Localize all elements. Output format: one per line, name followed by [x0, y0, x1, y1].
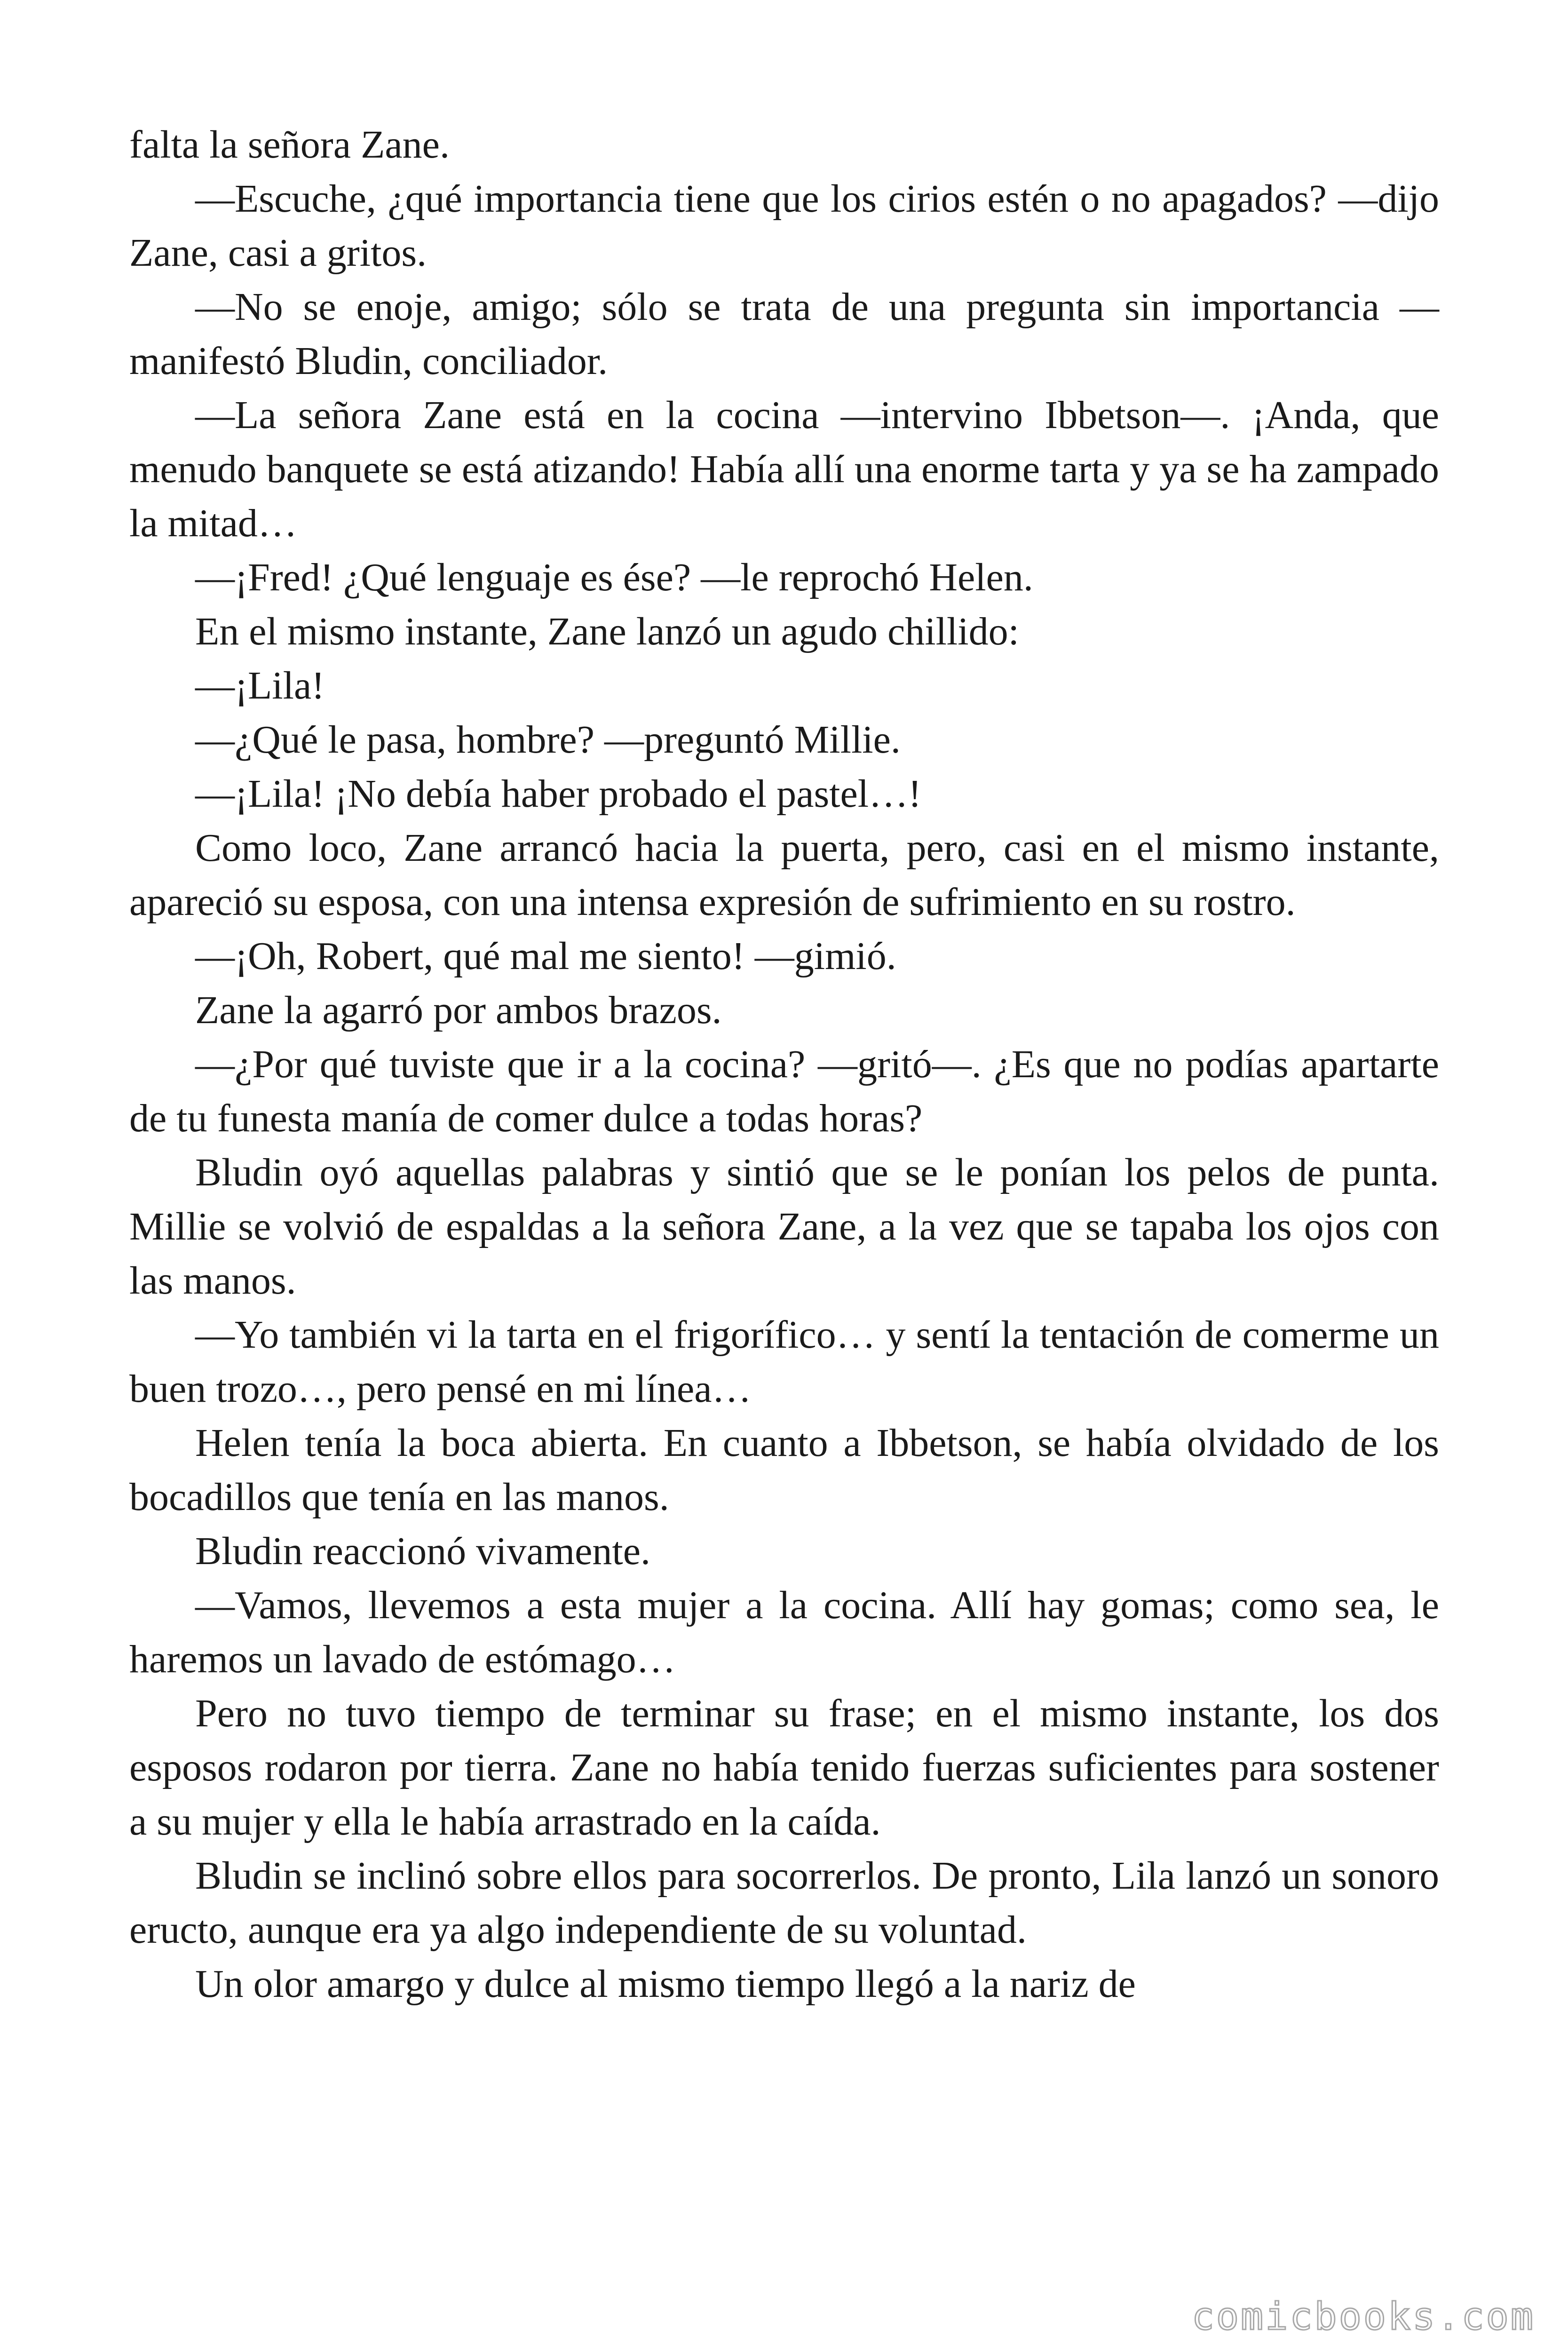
paragraph: —¡Lila! ¡No debía haber probado el pastel…!: [195, 772, 922, 816]
paragraph: En el mismo instante, Zane lanzó un agudo chillido:: [195, 610, 1019, 653]
paragraph: —¿Por qué tuviste que ir a la cocina? —gritó—. ¿Es que no podías apartarte de tu funesta manía de comer dulce a todas horas?: [129, 1042, 1439, 1140]
paragraph: Bludin oyó aquellas palabras y sintió que se le ponían los pelos de punta. Millie se volvió de espaldas a la señora Zane, a la vez que se tapaba los ojos con las manos.: [129, 1151, 1439, 1303]
paragraph: —¡Fred! ¿Qué lenguaje es ése? —le reprochó Helen.: [195, 556, 1033, 599]
paragraph: Bludin se inclinó sobre ellos para socorrerlos. De pronto, Lila lanzó un sonoro eructo, aunque era ya algo independiente de su voluntad.: [129, 1854, 1439, 1952]
paragraph: —No se enoje, amigo; sólo se trata de una pregunta sin importancia —manifestó Bludin, conciliador.: [129, 285, 1439, 383]
paragraph: —Yo también vi la tarta en el frigorífico… y sentí la tentación de comerme un buen trozo…, pero pensé en mi línea…: [129, 1313, 1439, 1411]
paragraph: —¡Lila!: [195, 664, 325, 707]
paragraph: —Escuche, ¿qué importancia tiene que los cirios estén o no apagados? —dijo Zane, casi a gritos.: [129, 177, 1439, 275]
paragraph: Como loco, Zane arrancó hacia la puerta, pero, casi en el mismo instante, apareció su esposa, con una intensa expresión de sufrimiento en su rostro.: [129, 826, 1439, 924]
paragraph: —¡Oh, Robert, qué mal me siento! —gimió.: [195, 934, 896, 978]
paragraph: —¿Qué le pasa, hombre? —preguntó Millie.: [195, 718, 901, 762]
paragraph: Pero no tuvo tiempo de terminar su frase; en el mismo instante, los dos esposos rodaron por tierra. Zane no había tenido fuerzas suficientes para sostener a su mujer y ella le había arrastrado en la caída.: [129, 1692, 1439, 1843]
watermark: comicbooks.com: [1191, 2295, 1535, 2338]
paragraph: falta la señora Zane.: [129, 123, 450, 167]
paragraph: —La señora Zane está en la cocina —intervino Ibbetson—. ¡Anda, que menudo banquete se está atizando! Había allí una enorme tarta y ya se ha zampado la mitad…: [129, 393, 1439, 545]
paragraph: Bludin reaccionó vivamente.: [195, 1529, 651, 1573]
paragraph: —Vamos, llevemos a esta mujer a la cocina. Allí hay gomas; como sea, le haremos un lavado de estómago…: [129, 1583, 1439, 1681]
paragraph: Zane la agarró por ambos brazos.: [195, 988, 722, 1032]
paragraph: Un olor amargo y dulce al mismo tiempo llegó a la nariz de: [195, 1962, 1136, 2006]
paragraph: Helen tenía la boca abierta. En cuanto a Ibbetson, se había olvidado de los bocadillos que tenía en las manos.: [129, 1421, 1439, 1519]
page-body: [129, 118, 1439, 2011]
